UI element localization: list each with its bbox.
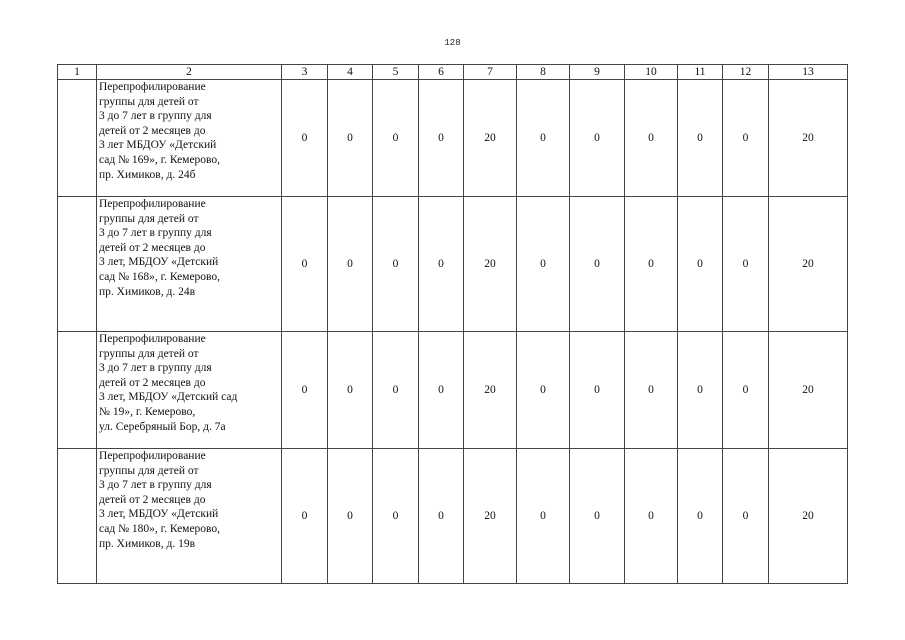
value-cell: 20 xyxy=(769,197,848,332)
value-cell: 0 xyxy=(517,449,570,584)
description-line: детей от 2 месяцев до xyxy=(99,124,206,137)
column-header: 10 xyxy=(625,65,678,80)
value-cell: 0 xyxy=(678,449,723,584)
data-table xyxy=(57,64,848,584)
value-cell: 0 xyxy=(678,197,723,332)
column-header: 3 xyxy=(282,65,328,80)
description-line: детей от 2 месяцев до xyxy=(99,493,206,506)
description-line: 3 лет, МБДОУ «Детский сад xyxy=(99,391,238,404)
table-row xyxy=(58,80,848,197)
page-number: 128 xyxy=(444,38,461,48)
description-line: 3 до 7 лет в группу для xyxy=(99,227,212,240)
description-line: 3 лет МБДОУ «Детский xyxy=(99,139,217,152)
value-cell: 0 xyxy=(517,197,570,332)
value-cell: 0 xyxy=(373,332,419,449)
description-line: ул. Серебряный Бор, д. 7а xyxy=(99,420,226,433)
description-line: пр. Химиков, д. 24б xyxy=(99,168,196,181)
column-header: 11 xyxy=(678,65,723,80)
value-cell: 0 xyxy=(517,80,570,197)
description-line: пр. Химиков, д. 24в xyxy=(99,285,196,298)
value-cell: 0 xyxy=(419,449,464,584)
table-row xyxy=(58,332,848,449)
value-cell: 20 xyxy=(464,197,517,332)
column-header: 7 xyxy=(464,65,517,80)
description-cell xyxy=(97,449,282,584)
description-line: 3 лет, МБДОУ «Детский xyxy=(99,508,219,521)
row-index-cell xyxy=(58,197,97,332)
description-line: Перепрофилирование xyxy=(99,333,206,345)
column-header: 2 xyxy=(97,65,282,80)
value-cell: 20 xyxy=(464,449,517,584)
description-line: группы для детей от xyxy=(99,347,199,360)
header-row xyxy=(58,65,848,80)
description-line: группы для детей от xyxy=(99,464,199,477)
table-row xyxy=(58,449,848,584)
value-cell: 0 xyxy=(723,332,769,449)
description-line: 3 до 7 лет в группу для xyxy=(99,110,212,123)
row-index-cell xyxy=(58,332,97,449)
column-header: 8 xyxy=(517,65,570,80)
value-cell: 0 xyxy=(678,332,723,449)
description-cell xyxy=(97,332,282,449)
column-header: 13 xyxy=(769,65,848,80)
column-header: 12 xyxy=(723,65,769,80)
description-line: Перепрофилирование xyxy=(99,81,206,93)
description-line: группы для детей от xyxy=(99,212,199,225)
description-line: 3 до 7 лет в группу для xyxy=(99,479,212,492)
value-cell: 0 xyxy=(625,449,678,584)
description-line: пр. Химиков, д. 19в xyxy=(99,537,196,550)
description-line: 3 лет, МБДОУ «Детский xyxy=(99,256,219,269)
description-line: сад № 180», г. Кемерово, xyxy=(99,522,221,535)
description-cell xyxy=(97,80,282,197)
value-cell: 0 xyxy=(328,449,373,584)
value-cell: 0 xyxy=(678,80,723,197)
description-line: сад № 168», г. Кемерово, xyxy=(99,270,221,283)
description-line: 3 до 7 лет в группу для xyxy=(99,362,212,375)
column-header: 9 xyxy=(570,65,625,80)
value-cell: 0 xyxy=(419,332,464,449)
table-row xyxy=(58,197,848,332)
description-line: сад № 169», г. Кемерово, xyxy=(99,153,221,166)
description-line: Перепрофилирование xyxy=(99,198,206,210)
column-header: 4 xyxy=(328,65,373,80)
value-cell: 0 xyxy=(625,197,678,332)
value-cell: 0 xyxy=(282,332,328,449)
value-cell: 20 xyxy=(769,449,848,584)
description-line: детей от 2 месяцев до xyxy=(99,241,206,254)
value-cell: 0 xyxy=(282,197,328,332)
value-cell: 20 xyxy=(464,332,517,449)
description-line: № 19», г. Кемерово, xyxy=(99,405,196,418)
value-cell: 0 xyxy=(570,332,625,449)
value-cell: 0 xyxy=(723,197,769,332)
column-header: 1 xyxy=(58,65,97,80)
value-cell: 0 xyxy=(419,197,464,332)
value-cell: 20 xyxy=(769,80,848,197)
description-line: Перепрофилирование xyxy=(99,450,206,462)
value-cell: 0 xyxy=(517,332,570,449)
value-cell: 0 xyxy=(328,80,373,197)
value-cell: 0 xyxy=(625,80,678,197)
value-cell: 0 xyxy=(570,80,625,197)
description-line: группы для детей от xyxy=(99,95,199,108)
row-index-cell xyxy=(58,80,97,197)
value-cell: 0 xyxy=(282,449,328,584)
value-cell: 0 xyxy=(419,80,464,197)
value-cell: 0 xyxy=(723,449,769,584)
description-cell xyxy=(97,197,282,332)
value-cell: 0 xyxy=(373,197,419,332)
value-cell: 0 xyxy=(373,449,419,584)
column-header: 6 xyxy=(419,65,464,80)
description-line: детей от 2 месяцев до xyxy=(99,376,206,389)
value-cell: 0 xyxy=(570,449,625,584)
value-cell: 0 xyxy=(373,80,419,197)
value-cell: 20 xyxy=(769,332,848,449)
row-index-cell xyxy=(58,449,97,584)
value-cell: 0 xyxy=(723,80,769,197)
column-header: 5 xyxy=(373,65,419,80)
value-cell: 0 xyxy=(328,332,373,449)
value-cell: 20 xyxy=(464,80,517,197)
value-cell: 0 xyxy=(570,197,625,332)
value-cell: 0 xyxy=(625,332,678,449)
value-cell: 0 xyxy=(282,80,328,197)
value-cell: 0 xyxy=(328,197,373,332)
